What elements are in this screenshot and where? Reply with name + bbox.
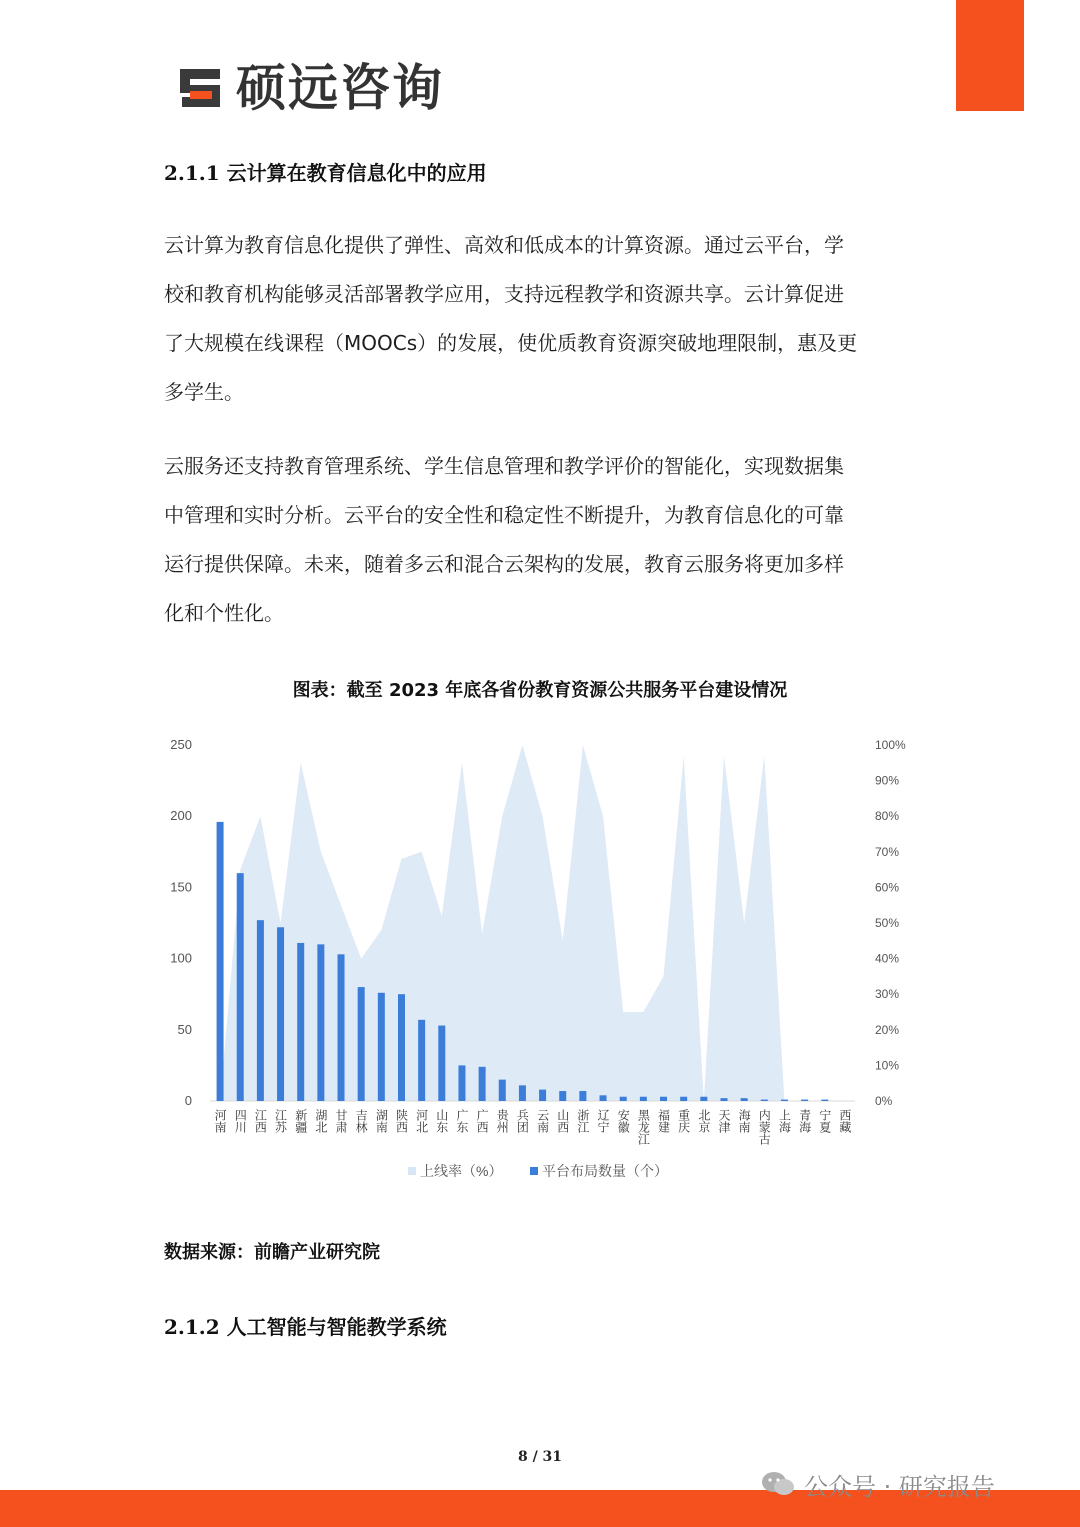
category-label: 海南 [737,1109,752,1133]
legend-label-platform-count: 平台布局数量（个） [542,1163,668,1179]
chart-caption: 图表：截至 2023 年底各省份教育资源公共服务平台建设情况 [292,680,788,701]
bar-3 [277,927,284,1101]
category-label: 山东 [434,1109,449,1133]
category-label: 新疆 [293,1109,308,1133]
category-label: 天津 [716,1109,731,1133]
bar-30 [821,1100,828,1101]
paragraph-line: 了大规模在线课程（MOOCs）的发展，使优质教育资源突破地理限制，惠及更 [164,331,858,355]
right-axis-tick: 10% [875,1058,900,1073]
category-label: 湖北 [313,1109,328,1133]
left-axis-tick: 200 [170,808,192,824]
bar-28 [781,1100,788,1101]
bar-5 [317,944,324,1101]
bar-6 [338,954,345,1101]
bar-14 [499,1080,506,1101]
bar-16 [539,1090,546,1101]
category-label: 广西 [475,1109,490,1133]
bar-29 [801,1100,808,1101]
bar-21 [640,1097,647,1101]
bar-0 [217,822,224,1101]
bar-10 [418,1020,425,1101]
right-axis-tick: 80% [875,809,900,824]
category-label: 湖南 [374,1109,389,1133]
right-axis-tick: 100% [875,738,906,752]
category-label: 兵团 [515,1109,530,1133]
right-axis-tick: 20% [875,1022,900,1037]
paragraph-1 [164,221,916,417]
right-axis-tick: 50% [875,916,900,930]
bar-26 [741,1098,748,1101]
bar-22 [660,1097,667,1101]
category-label: 云南 [535,1109,550,1133]
bar-1 [237,873,244,1101]
right-axis-tick: 90% [875,773,900,788]
paragraph-line: 化和个性化。 [164,601,284,625]
category-label: 宁夏 [817,1109,832,1133]
online-rate-area [220,745,845,1101]
paragraph-line: 云服务还支持教育管理系统、学生信息管理和教学评价的智能化，实现数据集 [164,454,844,478]
data-source-note: 数据来源：前瞻产业研究院 [164,1242,380,1263]
category-label: 西藏 [837,1109,852,1133]
paragraph-2 [164,442,916,638]
logo-s-icon [176,65,226,111]
category-label: 福建 [656,1109,671,1133]
bar-15 [519,1085,526,1101]
category-label: 吉林 [354,1109,369,1133]
right-axis-tick: 70% [875,844,900,859]
right-axis-tick: 40% [875,951,900,966]
paragraph-line: 多学生。 [164,380,244,404]
right-axis-tick: 0% [875,1094,893,1108]
brand-logo [176,60,444,116]
wechat-icon [760,1469,796,1499]
left-axis-tick: 150 [170,879,192,895]
left-axis-tick: 250 [170,737,192,752]
bar-18 [579,1091,586,1101]
category-label: 浙江 [575,1109,590,1133]
category-label: 上海 [777,1109,792,1133]
bar-17 [559,1091,566,1101]
bar-13 [479,1067,486,1101]
section-heading-2-1-1: 2.1.1 云计算在教育信息化中的应用 [164,161,487,185]
bar-25 [720,1098,727,1101]
paragraph-line: 校和教育机构能够灵活部署教学应用，支持远程教学和资源共享。云计算促进 [164,282,844,306]
bar-23 [680,1097,687,1101]
corner-accent-block [956,0,1024,111]
legend-label-online-rate: 上线率（%） [420,1163,503,1179]
bar-20 [620,1097,627,1101]
left-axis-tick: 0 [184,1093,192,1108]
category-label: 辽宁 [596,1109,611,1133]
section-heading-2-1-2: 2.1.2 人工智能与智能教学系统 [164,1315,447,1339]
brand-name: 硕远咨询 [236,59,444,117]
category-label: 四川 [233,1109,248,1133]
bar-8 [378,993,385,1101]
category-label: 青海 [797,1109,812,1133]
category-label: 安徽 [616,1109,631,1133]
category-label: 重庆 [676,1109,691,1133]
province-platform-chart [150,725,930,1195]
bar-11 [438,1026,445,1101]
right-axis-tick: 30% [875,987,900,1002]
left-axis-tick: 50 [177,1021,192,1037]
legend-swatch-platform-count [530,1167,538,1175]
category-label: 内蒙古 [757,1109,772,1145]
bar-9 [398,994,405,1101]
category-label: 北京 [696,1109,711,1133]
watermark-text: 公众号 · 研究报告 [804,1472,995,1501]
paragraph-line: 中管理和实时分析。云平台的安全性和稳定性不断提升，为教育信息化的可靠 [164,503,844,527]
bar-2 [257,920,264,1101]
bar-12 [458,1065,465,1101]
category-label: 山西 [555,1109,570,1133]
category-label: 江西 [253,1109,268,1133]
paragraph-line: 云计算为教育信息化提供了弹性、高效和低成本的计算资源。通过云平台，学 [164,233,844,257]
bar-19 [600,1095,607,1101]
category-label: 江苏 [273,1109,288,1133]
left-axis-tick: 100 [170,950,192,966]
bar-4 [297,943,304,1101]
legend-swatch-online-rate [408,1167,416,1175]
bar-27 [761,1100,768,1101]
bar-24 [700,1097,707,1101]
category-label: 广东 [454,1109,469,1133]
paragraph-line: 运行提供保障。未来，随着多云和混合云架构的发展，教育云服务将更加多样 [164,552,844,576]
category-label: 贵州 [495,1109,510,1133]
page-number: 8 / 31 [517,1449,563,1465]
bar-7 [358,987,365,1101]
watermark-label [760,1466,995,1502]
category-label: 黑龙江 [636,1109,651,1145]
right-axis-tick: 60% [875,880,900,895]
category-label: 陕西 [394,1109,409,1133]
category-label: 河北 [414,1109,429,1133]
category-label: 甘肃 [334,1109,349,1133]
category-label: 河南 [213,1109,228,1133]
